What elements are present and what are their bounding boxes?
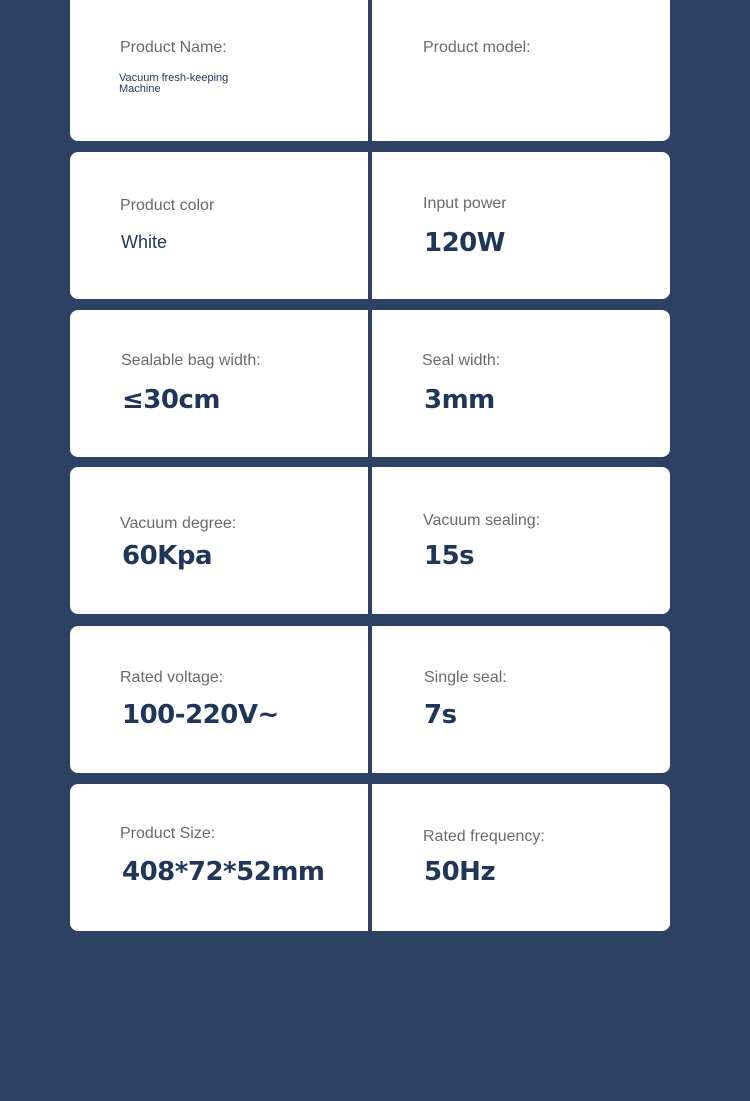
product-model-label: Product model: bbox=[423, 39, 531, 56]
single-seal-value: 7s bbox=[424, 700, 457, 730]
spec-cell-vacuum-degree bbox=[70, 467, 368, 614]
spec-cell-product-size bbox=[70, 784, 368, 931]
product-name-value: Vacuum fresh-keeping Machine bbox=[119, 72, 229, 95]
sealable-bag-width-value: ≤30cm bbox=[122, 385, 220, 415]
spec-row-voltage-seal bbox=[70, 626, 670, 773]
spec-row-name-model bbox=[70, 0, 670, 141]
vacuum-sealing-label: Vacuum sealing: bbox=[423, 512, 541, 529]
spec-row-vacuum bbox=[70, 467, 670, 614]
input-power-label: Input power bbox=[423, 195, 507, 212]
seal-width-value: 3mm bbox=[424, 385, 495, 415]
single-seal-label: Single seal: bbox=[424, 669, 507, 686]
product-name-label: Product Name: bbox=[120, 39, 227, 56]
vacuum-degree-label: Vacuum degree: bbox=[120, 515, 237, 532]
spec-cell-product-name bbox=[70, 0, 368, 141]
spec-cell-product-color bbox=[70, 152, 368, 299]
input-power-value: 120W bbox=[424, 228, 505, 258]
rated-voltage-value: 100-220V~ bbox=[122, 700, 279, 730]
spec-row-bag-seal-width bbox=[70, 310, 670, 457]
spec-cell-single-seal bbox=[372, 626, 670, 773]
rated-voltage-label: Rated voltage: bbox=[120, 669, 224, 686]
spec-cell-sealable-bag-width bbox=[70, 310, 368, 457]
vacuum-degree-value: 60Kpa bbox=[122, 541, 212, 571]
vacuum-sealing-value: 15s bbox=[424, 541, 475, 571]
product-color-label: Product color bbox=[120, 197, 215, 214]
sealable-bag-width-label: Sealable bag width: bbox=[121, 352, 261, 369]
rated-frequency-label: Rated frequency: bbox=[423, 828, 545, 845]
product-color-value: White bbox=[121, 232, 168, 252]
spec-cell-rated-frequency bbox=[372, 784, 670, 931]
spec-row-color-power bbox=[70, 152, 670, 299]
spec-sheet bbox=[70, 0, 670, 931]
spec-cell-rated-voltage bbox=[70, 626, 368, 773]
spec-cell-input-power bbox=[372, 152, 670, 299]
rated-frequency-value: 50Hz bbox=[424, 857, 496, 887]
spec-row-size-frequency bbox=[70, 784, 670, 931]
spec-cell-seal-width bbox=[372, 310, 670, 457]
product-size-value: 408*72*52mm bbox=[122, 857, 325, 887]
product-size-label: Product Size: bbox=[120, 825, 216, 842]
spec-cell-product-model bbox=[372, 0, 670, 141]
seal-width-label: Seal width: bbox=[422, 352, 501, 369]
spec-cell-vacuum-sealing bbox=[372, 467, 670, 614]
